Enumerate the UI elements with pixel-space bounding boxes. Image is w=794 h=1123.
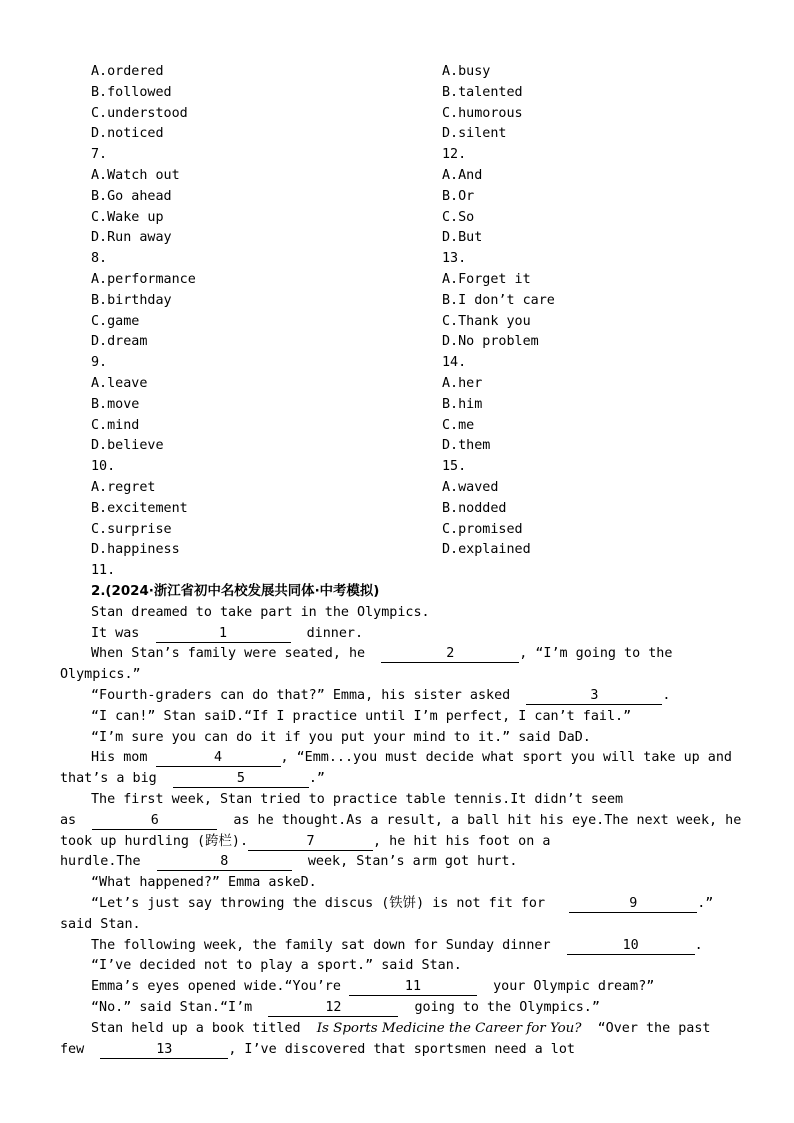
passage-line	[60, 873, 736, 894]
passage-text: took up hurdling (跨栏).	[60, 833, 249, 849]
option-line: C.So	[442, 209, 475, 225]
passage-line	[60, 998, 736, 1019]
option-line: A.her	[442, 375, 483, 391]
options-right-column	[442, 62, 555, 561]
option-line: A.ordered	[91, 64, 164, 79]
passage-text: The following week, the family sat down for Sunday dinner	[91, 937, 551, 953]
passage-line	[60, 977, 736, 998]
blank-11[interactable]: 11	[349, 978, 477, 996]
option-line: B.I don’t care	[442, 292, 555, 308]
passage-text: “No.” said Stan.“I’m	[91, 999, 253, 1015]
passage-text: .	[662, 687, 671, 703]
passage-line	[60, 707, 736, 728]
option-line: C.Thank you	[442, 313, 531, 329]
option-line: B.followed	[91, 84, 172, 100]
option-line: D.believe	[91, 438, 164, 454]
option-line: D.noticed	[91, 126, 164, 142]
passage-text: few	[60, 1041, 85, 1057]
passage-text: “I can!” Stan saiD.“If I practice until I’m perfect, I can’t fail.”	[91, 708, 632, 724]
option-line: C.mind	[91, 417, 140, 433]
option-line: D.them	[442, 438, 491, 454]
passage-text: Stan held up a book titled	[91, 1020, 301, 1036]
option-line: A.performance	[91, 271, 196, 287]
question-number: 13.	[442, 251, 467, 267]
question-number: 9.	[91, 355, 108, 371]
option-line: D.But	[442, 230, 483, 246]
question-number: 15.	[442, 459, 467, 475]
passage-line	[60, 603, 736, 624]
option-line: B.Go ahead	[91, 188, 172, 204]
option-line: B.move	[91, 396, 140, 412]
blank-3[interactable]: 3	[526, 687, 662, 705]
option-line: D.Run away	[91, 230, 172, 246]
option-line: A.Forget it	[442, 271, 531, 287]
passage-text: “What happened?” Emma askeD.	[91, 875, 317, 891]
option-line: A.Watch out	[91, 167, 180, 183]
option-line: A.And	[442, 167, 483, 183]
option-line: C.surprise	[91, 521, 172, 537]
option-line: C.understood	[91, 105, 188, 121]
passage-text: , “Emm...you must decide what sport you will take up and	[280, 750, 732, 766]
passage-text: “I’ve decided not to play a sport.” said Stan.	[91, 958, 462, 974]
blank-13[interactable]: 13	[100, 1041, 228, 1059]
passage-text: , “I’m going to the	[519, 646, 673, 662]
option-line: A.waved	[442, 479, 499, 495]
option-line: B.Or	[442, 188, 475, 204]
option-line: D.happiness	[91, 542, 180, 558]
blank-12[interactable]: 12	[268, 999, 398, 1017]
passage-text: When Stan’s family were seated, he	[91, 646, 366, 662]
passage-line	[60, 956, 736, 977]
option-line: A.busy	[442, 64, 491, 79]
question-number: 10.	[91, 459, 116, 475]
passage-text: “Let’s just say throwing the discus (铁饼) is not fit for	[91, 895, 546, 911]
option-line: C.game	[91, 313, 140, 329]
options-left-column	[91, 62, 196, 582]
blank-9[interactable]: 9	[569, 895, 697, 913]
passage-line	[60, 936, 736, 957]
blank-10[interactable]: 10	[567, 937, 695, 955]
passage-line	[60, 852, 736, 873]
passage-text: The first week, Stan tried to practice table tennis.It didn’t seem	[91, 791, 624, 807]
book-title: Is Sports Medicine the Career for You?	[316, 1020, 582, 1036]
passage-text: .	[694, 937, 703, 953]
passage-line	[60, 624, 736, 645]
passage-line	[60, 728, 736, 749]
passage-line	[60, 1040, 736, 1061]
passage-line	[60, 644, 736, 665]
passage-text: as he thought.As a result, a ball hit his eye.The next week, he	[233, 812, 742, 828]
passage-text: going to the Olympics.”	[414, 999, 600, 1015]
blank-7[interactable]: 7	[248, 833, 373, 851]
passage-text: .”	[697, 895, 714, 911]
passage-text: Emma’s eyes opened wide.“You’re	[91, 979, 341, 995]
passage-line	[60, 832, 736, 853]
option-line: C.me	[442, 417, 475, 433]
option-line: A.leave	[91, 375, 148, 391]
passage-line	[60, 915, 736, 936]
passage-text: said Stan.	[60, 916, 141, 932]
passage-text: “Fourth-graders can do that?” Emma, his sister asked	[91, 687, 511, 703]
passage-text: “Over the past	[597, 1020, 711, 1036]
passage-text: Olympics.”	[60, 667, 141, 683]
passage-text: that’s a big	[60, 771, 157, 787]
passage-line	[60, 686, 736, 707]
passage-text: , I’ve discovered that sportsmen need a lot	[228, 1041, 575, 1057]
blank-8[interactable]: 8	[157, 853, 292, 871]
question-number: 14.	[442, 355, 467, 371]
passage-text: dinner.	[306, 625, 364, 641]
option-line: C.promised	[442, 521, 523, 537]
passage-line	[60, 665, 736, 686]
option-line: B.him	[442, 396, 483, 412]
passage-line	[60, 748, 736, 769]
passage-line	[60, 811, 742, 832]
passage-line	[60, 894, 736, 915]
blank-5[interactable]: 5	[173, 770, 309, 788]
option-line: C.Wake up	[91, 209, 164, 225]
passage-text: .”	[308, 771, 325, 787]
option-line: D.explained	[442, 542, 531, 558]
option-line: D.silent	[442, 126, 507, 142]
question-number: 7.	[91, 147, 108, 163]
passage-text: , he hit his foot on a	[373, 833, 551, 849]
passage-text: His mom	[91, 750, 148, 766]
passage-text: as	[60, 812, 77, 828]
blank-6[interactable]: 6	[92, 812, 217, 830]
passage-line	[60, 769, 736, 790]
option-line: C.humorous	[442, 105, 523, 121]
option-line: D.dream	[91, 334, 148, 350]
option-line: B.talented	[442, 84, 523, 100]
question-number: 11.	[91, 563, 116, 579]
option-line: B.birthday	[91, 292, 172, 308]
option-line: B.nodded	[442, 500, 507, 516]
section-heading: 2.(2024·浙江省初中名校发展共同体·中考模拟)	[91, 584, 380, 599]
passage-line	[60, 790, 736, 811]
passage-text: “I’m sure you can do it if you put your mind to it.” said DaD.	[91, 729, 591, 745]
passage-line	[60, 1019, 736, 1040]
option-line: B.excitement	[91, 500, 188, 516]
cloze-passage	[60, 582, 742, 1060]
blank-1[interactable]: 1	[156, 625, 291, 643]
blank-2[interactable]: 2	[381, 645, 519, 663]
passage-text: It was	[91, 625, 140, 641]
option-line: A.regret	[91, 479, 156, 495]
passage-text: hurdle.The	[60, 854, 141, 870]
question-number: 12.	[442, 147, 467, 163]
passage-text: Stan dreamed to take part in the Olympics.	[91, 604, 430, 620]
question-number: 8.	[91, 251, 108, 267]
option-line: D.No problem	[442, 334, 539, 350]
passage-text: your Olympic dream?”	[493, 979, 655, 995]
blank-4[interactable]: 4	[156, 749, 281, 767]
passage-text: week, Stan’s arm got hurt.	[307, 854, 518, 870]
